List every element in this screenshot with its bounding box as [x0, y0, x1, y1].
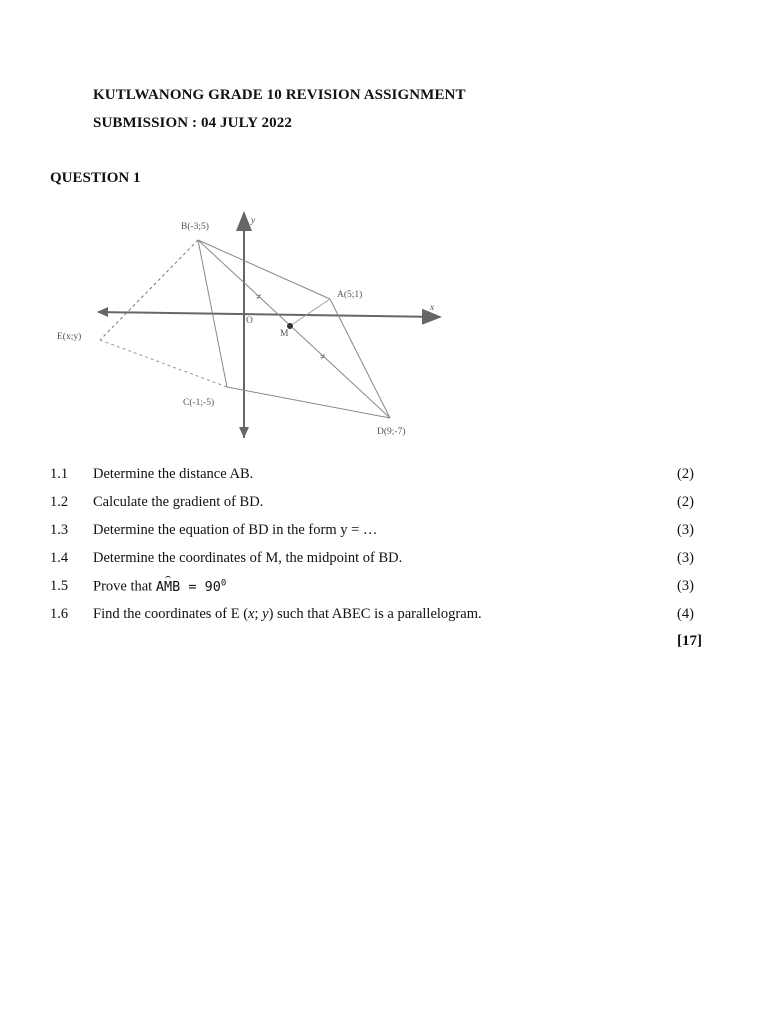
- question-item: [0, 522, 768, 544]
- item-marks: (3): [677, 550, 694, 566]
- item-text: [93, 578, 226, 596]
- label-x-axis: x: [430, 303, 435, 313]
- item-text: Determine the equation of BD in the form y = …: [93, 522, 378, 538]
- tick-mark-MD: ≠: [320, 353, 326, 363]
- assignment-title: KUTLWANONG GRADE 10 REVISION ASSIGNMENT: [93, 87, 466, 103]
- item-number: 1.3: [50, 522, 69, 538]
- item-number: 1.6: [50, 606, 69, 622]
- question-item: [0, 494, 768, 516]
- label-C: C(-1;-5): [183, 398, 215, 408]
- question-item: [0, 578, 768, 600]
- label-D: D(9;-7): [377, 427, 406, 437]
- item-marks: (3): [677, 578, 694, 594]
- item-number: 1.5: [50, 578, 69, 594]
- item-text: Determine the coordinates of M, the midpoint of BD.: [93, 550, 403, 566]
- segment-DC: [227, 387, 390, 418]
- submission-date: SUBMISSION : 04 JULY 2022: [93, 115, 292, 131]
- label-M: M: [280, 329, 289, 339]
- item-text: Determine the distance AB.: [93, 466, 254, 482]
- angle-expression: AMB = $90^0$: [155, 578, 227, 595]
- label-origin: O: [246, 316, 253, 326]
- question-item: [0, 606, 768, 628]
- coordinate-diagram: [0, 200, 768, 450]
- segment-BD: [198, 240, 390, 418]
- item-number: 1.2: [50, 494, 69, 510]
- tick-mark-BM: ≠: [256, 293, 262, 303]
- item-marks: (2): [677, 466, 694, 482]
- label-A: A(5;1): [337, 290, 363, 300]
- dashed-segment-BE: [100, 240, 198, 340]
- y-axis-bottom-arrow-icon: [239, 427, 249, 438]
- x-axis: [98, 312, 440, 317]
- item-marks: (4): [677, 606, 694, 622]
- item-number: 1.4: [50, 550, 69, 566]
- segment-BA: [198, 240, 330, 299]
- label-E: E(x;y): [57, 332, 82, 342]
- angle-vertex-M: M: [163, 578, 173, 595]
- item-marks: (2): [677, 494, 694, 510]
- segment-AM: [290, 299, 330, 326]
- item-text: Calculate the gradient of BD.: [93, 494, 264, 510]
- question-item: [0, 550, 768, 572]
- question-item: [0, 466, 768, 488]
- label-y-axis: y: [251, 216, 256, 226]
- item-marks: (3): [677, 522, 694, 538]
- label-B: B(-3;5): [181, 222, 209, 232]
- item-number: 1.1: [50, 466, 69, 482]
- prove-text: Prove that: [93, 578, 156, 595]
- question-heading: QUESTION 1: [50, 170, 141, 186]
- total-marks: [17]: [677, 633, 702, 649]
- degree-exponent: 0: [220, 578, 227, 588]
- dashed-segment-EC: [100, 340, 227, 387]
- item-text: Find the coordinates of E (x; y) such that ABEC is a parallelogram.: [93, 606, 482, 622]
- x-axis-left-arrow-icon: [97, 307, 108, 317]
